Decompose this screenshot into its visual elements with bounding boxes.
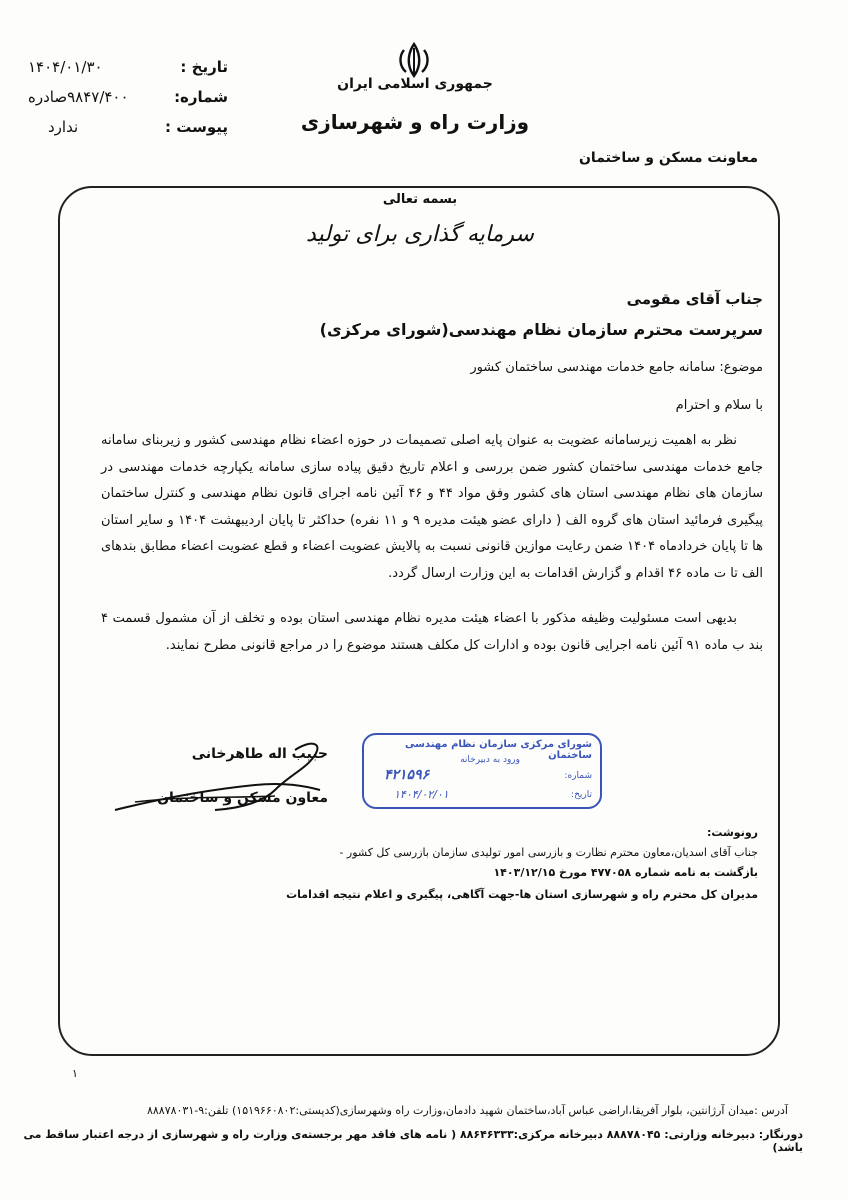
stamp-date-label: تاریخ:: [571, 790, 592, 800]
number-label: شماره:: [174, 88, 228, 106]
iran-emblem-icon: [394, 40, 434, 80]
date-row: [28, 58, 228, 82]
stamp-subtitle: ورود به دبیرخانه: [460, 755, 520, 765]
number-row: [28, 88, 228, 112]
page-number: ۱: [72, 1067, 78, 1080]
receipt-stamp: [362, 733, 602, 809]
body-paragraph-2: بدیهی است مسئولیت وظیفه مذکور با اعضاء هیئت مدیره نظام مهندسی استان بوده و تخلف از آن مشمول قسمت ۴ بند ب ماده ۹۱ آئین نامه اجرایی قانون بوده و ادارات کل مکلف هستند موضوع را در مراجع قانونی مطرح نمایند.: [101, 611, 763, 653]
footer-fax: دورنگار: دبیرخانه وزارتی: ۸۸۸۷۸۰۴۵ دبیرخانه مرکزی:۸۸۶۴۶۳۳۳ ( نامه های فاقد مهر برجسته‌ی وزارت راه و شهرسازی از درجه اعتبار ساقط می باشد): [23, 1128, 803, 1154]
cc-line-1: جناب آقای اسدیان،معاون محترم نظارت و بازرسی امور تولیدی سازمان بازرسی کل کشور -: [339, 846, 758, 859]
footer-address: آدرس :میدان آرژانتین، بلوار آفریقا،اراضی عباس آباد،ساختمان شهید دادمان،وزارت راه وشهرسازی(کدپستی:۱۵۱۹۶۶۰۸۰۲) تلفن:۹-۸۸۸۷۸۰۳۱: [146, 1104, 788, 1117]
greeting: با سلام و احترام: [675, 398, 763, 413]
attachment-row: [28, 118, 228, 142]
signer-name: حبیب اله طاهرخانی: [191, 746, 328, 762]
cc-line-1b: بازگشت به نامه شماره ۴۷۷۰۵۸ مورخ ۱۴۰۳/۱۲/۱۵: [493, 866, 758, 879]
date-value: ۱۴۰۴/۰۱/۳۰: [28, 58, 103, 76]
signer-title: معاون مسکن و ساختمان: [157, 790, 328, 806]
deputy-name: معاونت مسکن و ساختمان: [578, 150, 758, 166]
cc-label: رونوشت:: [706, 826, 758, 839]
stamp-number-value: ۴۲۱۵۹۶: [384, 767, 430, 783]
stamp-date-value: ۱۴۰۴/۰۲/۰۱: [394, 788, 449, 801]
attachment-value: ندارد: [48, 118, 79, 136]
stamp-title: شورای مرکزی سازمان نظام مهندسی ساختمان: [404, 739, 592, 761]
recipient-name: جناب آقای مقومی: [626, 290, 763, 308]
number-value: ۹۸۴۷/۴۰۰صادره: [28, 88, 129, 106]
cc-line-2: مدیران کل محترم راه و شهرسازی استان ها-جهت آگاهی، پیگیری و اعلام نتیجه اقدامات: [286, 888, 758, 901]
bismillah: بسمه تعالی: [382, 192, 458, 207]
recipient-title: سرپرست محترم سازمان نظام مهندسی(شورای مرکزی): [319, 320, 763, 339]
date-label: تاریخ :: [180, 58, 228, 76]
attachment-label: پیوست :: [164, 118, 228, 136]
slogan: سرمایه گذاری برای تولید: [306, 222, 534, 247]
subject-line: موضوع: سامانه جامع خدمات مهندسی ساختمان کشور: [470, 360, 763, 375]
stamp-number-label: شماره:: [564, 771, 592, 781]
government-name: جمهوری اسلامی ایران: [337, 76, 493, 92]
handwritten-signature-icon: [95, 730, 335, 825]
body-paragraph-1: نظر به اهمیت زیرسامانه عضویت به عنوان پایه اصلی تصمیمات در حوزه اعضاء نظام مهندسی کشور و زیربنای سامانه جامع خدمات مهندسی ساختمان کشور ضمن بررسی و اعلام تاریخ دقیق پیاده سازی سامانه یکپارچه خدمات مهندسی در سازمان های نظام مهندسی استان های کشور وفق مواد ۴۴ و ۴۶ آئین نامه اجرای قانون نظام مهندسی و کنترل ساختمان پیگیری فرمائید استان های گروه الف ( دارای عضو هیئت مدیره ۹ و ۱۱ نفره) حداکثر تا پایان اردیبهشت ۱۴۰۴ و سایر استان ها تا پایان خردادماه ۱۴۰۴ ضمن رعایت موازین قانونی نسبت به پالایش عضویت اعضاء و قطع عضویت اعضاء مطابق بندهای الف تا ت ماده ۴۶ اقدام و گزارش اقدامات به این وزارت ارسال گردد.: [101, 433, 764, 581]
ministry-name: وزارت راه و شهرسازی: [300, 110, 530, 134]
